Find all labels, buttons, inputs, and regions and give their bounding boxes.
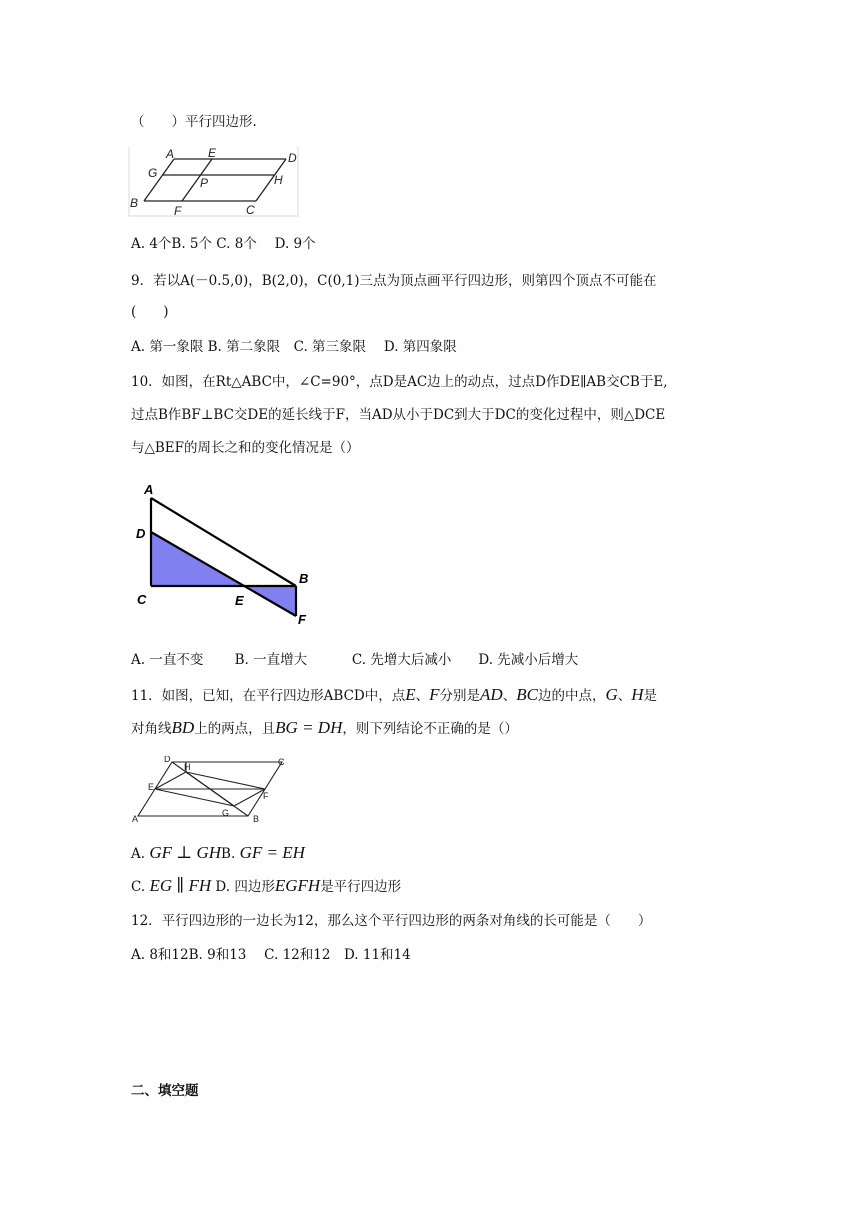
q11-option-b-math: GF = EH [239,843,305,862]
q8-label-P: P [200,176,209,190]
q11-option-d-tail: 是平行四边形 [320,879,402,895]
section-title: 二、填空题 [131,1083,199,1099]
q8-label-G: G [148,166,158,180]
q11-label-F: F [263,791,269,801]
q8-stem-tail: （ ）平行四边形. [131,114,257,130]
q11-text: 对角线 [131,721,172,737]
q8-label-B: B [130,196,139,210]
q11-stem-line2 [131,718,518,739]
q10-label-D: D [136,526,146,541]
q10-stem-line3: 与△BEF的周长之和的变化情况是（） [131,440,360,456]
q11-option-a-label: A. [131,846,146,862]
q8-label-A: A [166,147,175,161]
q10-figure [133,478,333,628]
q10-stem-line1: 10．如图，在Rt△ABC中，∠C=90°，点D是AC边上的动点，过点D作DE∥AB交CB于E, [131,374,668,390]
q8-options: A. 4个B. 5个 C. 8个 D. 9个 [131,236,316,252]
q12-options: A. 8和12B. 9和13 C. 12和12 D. 11和14 [131,947,411,963]
q11-var-f: F [429,685,440,704]
q11-var-ad: AD [480,685,503,704]
q11-sep: 、 [617,688,632,704]
q11-text: 是 [643,688,658,704]
q11-sep: 、 [502,688,517,704]
q10-label-E: E [235,593,244,608]
q11-var-e: E [405,685,416,704]
q9-stem-line2: ( ) [131,304,169,320]
q11-label-H: H [184,762,191,772]
q11-label-B: B [253,814,260,824]
q11-text: 11．如图，已知，在平行四边形ABCD中，点 [131,688,406,704]
q11-option-c-label: C. [131,879,146,895]
q11-var-bc: BC [516,685,538,704]
q9-stem-line1: 9．若以A(－0.5,0)，B(2,0)，C(0,1)三点为顶点画平行四边形，则第四个顶点不可能在 [131,273,657,289]
q11-option-a-math: GF ⊥ GH [149,843,222,862]
q11-label-A: A [132,814,139,824]
q10-label-B: B [299,571,309,586]
q10-label-F: F [298,612,306,627]
q11-options-cd [131,876,401,897]
q8-label-F: F [174,204,182,218]
q11-stem-line1 [131,685,657,706]
q11-text: 分别是 [439,688,481,704]
q8-label-D: D [288,151,297,165]
q8-label-H: H [274,173,283,187]
q11-var-bd: BD [171,718,195,737]
q11-option-b-label: B. [221,846,236,862]
q10-label-A: A [144,482,154,497]
q8-label-E: E [208,146,217,160]
q11-var-h: H [631,685,644,704]
q9-options: A. 第一象限 B. 第二象限 C. 第三象限 D. 第四象限 [131,339,457,355]
q12-stem: 12．平行四边形的一边长为12，那么这个平行四边形的两条对角线的长可能是（ ） [131,913,652,929]
q11-text: 边的中点， [537,688,606,704]
q11-eq-bg-dh: BG = DH [275,718,343,737]
q10-label-C: C [137,592,147,607]
q11-text: 上的两点，且 [194,721,276,737]
q10-stem-line2: 过点B作BF⊥BC交DE的延长线于F，当AD从小于DC到大于DC的变化过程中，则△DCE [131,407,666,423]
q11-figure [130,756,292,826]
q11-option-d-label: D. 四边形 [215,879,275,895]
q11-sep: 、 [415,688,430,704]
q10-options: A. 一直不变 B. 一直增大 C. 先增大后减小 D. 先减小后增大 [131,652,579,668]
q8-label-C: C [246,203,255,217]
q11-text: ，则下列结论不正确的是（） [342,721,518,737]
q11-label-D: D [164,756,171,764]
q11-label-E: E [148,782,155,792]
q11-option-c-math: EG ∥ FH [149,876,212,895]
q11-var-g: G [605,685,618,704]
q11-label-G: G [222,808,230,818]
q11-options-ab [131,843,305,864]
q8-figure [128,146,302,218]
q11-option-d-math: EGFH [274,876,321,895]
q11-label-C: C [278,757,285,767]
